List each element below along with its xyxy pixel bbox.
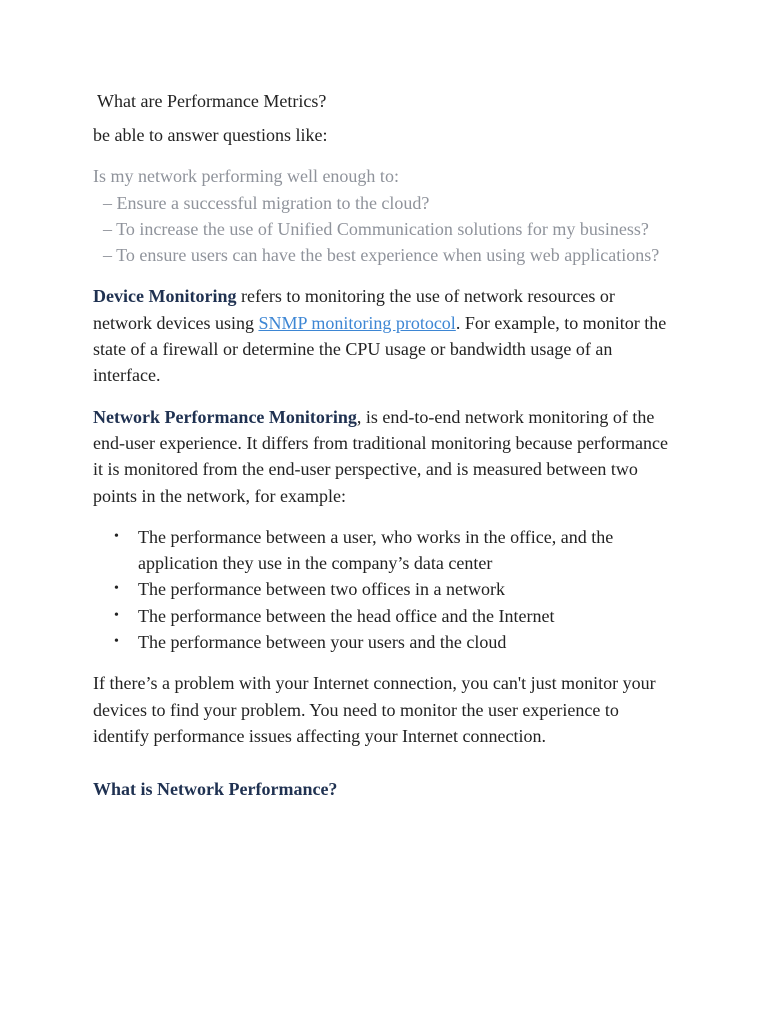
list-item — [114, 524, 678, 577]
bullet-icon: • — [114, 634, 119, 650]
bullet-icon: • — [114, 581, 119, 597]
device-monitoring-text-before: refers to monitoring the use of network resources or network devices using — [93, 286, 615, 333]
questions-block — [93, 163, 678, 268]
questions-lead: Is my network performing well enough to: — [93, 166, 399, 187]
device-monitoring-text-after: . For example, to monitor the state of a firewall or determine the CPU usage or bandwidth usage of an interface. — [93, 312, 667, 386]
list-item-text: The performance between two offices in a network — [138, 579, 506, 600]
network-performance-monitoring-text: , is end-to-end network monitoring of the end-user experience. It differs from traditional monitoring because performance it is monitored from the end-user perspective, and is measured between two points in the network, for example: — [93, 406, 668, 506]
closing-paragraph: If there’s a problem with your Internet connection, you can't just monitor your devices to find your problem. You need to monitor the user experience to identify performance issues affecting your Internet connection. — [93, 673, 656, 746]
network-performance-monitoring-paragraph — [93, 404, 678, 509]
device-monitoring-paragraph — [93, 283, 678, 388]
list-item — [114, 629, 678, 655]
device-monitoring-term: Device Monitoring — [93, 286, 237, 307]
page-title: What are Performance Metrics? — [97, 91, 327, 111]
list-item — [114, 603, 678, 629]
question-item-cloud: – Ensure a successful migration to the cloud? — [103, 192, 430, 213]
list-item-text: The performance between a user, who works in the office, and the application they use in the company’s data center — [138, 526, 614, 574]
snmp-protocol-link[interactable]: SNMP monitoring protocol — [258, 312, 456, 333]
question-item-unified-communication: – To increase the use of Unified Communication solutions for my business? — [103, 218, 649, 239]
list-item-text: The performance between your users and the cloud — [138, 632, 507, 653]
section-heading: What is Network Performance? — [93, 779, 338, 800]
list-item-text: The performance between the head office and the Internet — [138, 605, 555, 626]
performance-examples-list — [93, 524, 678, 655]
bullet-icon: • — [114, 528, 119, 544]
bullet-icon: • — [114, 607, 119, 623]
network-performance-monitoring-term: Network Performance Monitoring — [93, 406, 357, 427]
intro-text: be able to answer questions like: — [93, 125, 328, 145]
list-item — [114, 576, 678, 602]
question-item-web-applications: – To ensure users can have the best experience when using web applications? — [103, 245, 660, 266]
